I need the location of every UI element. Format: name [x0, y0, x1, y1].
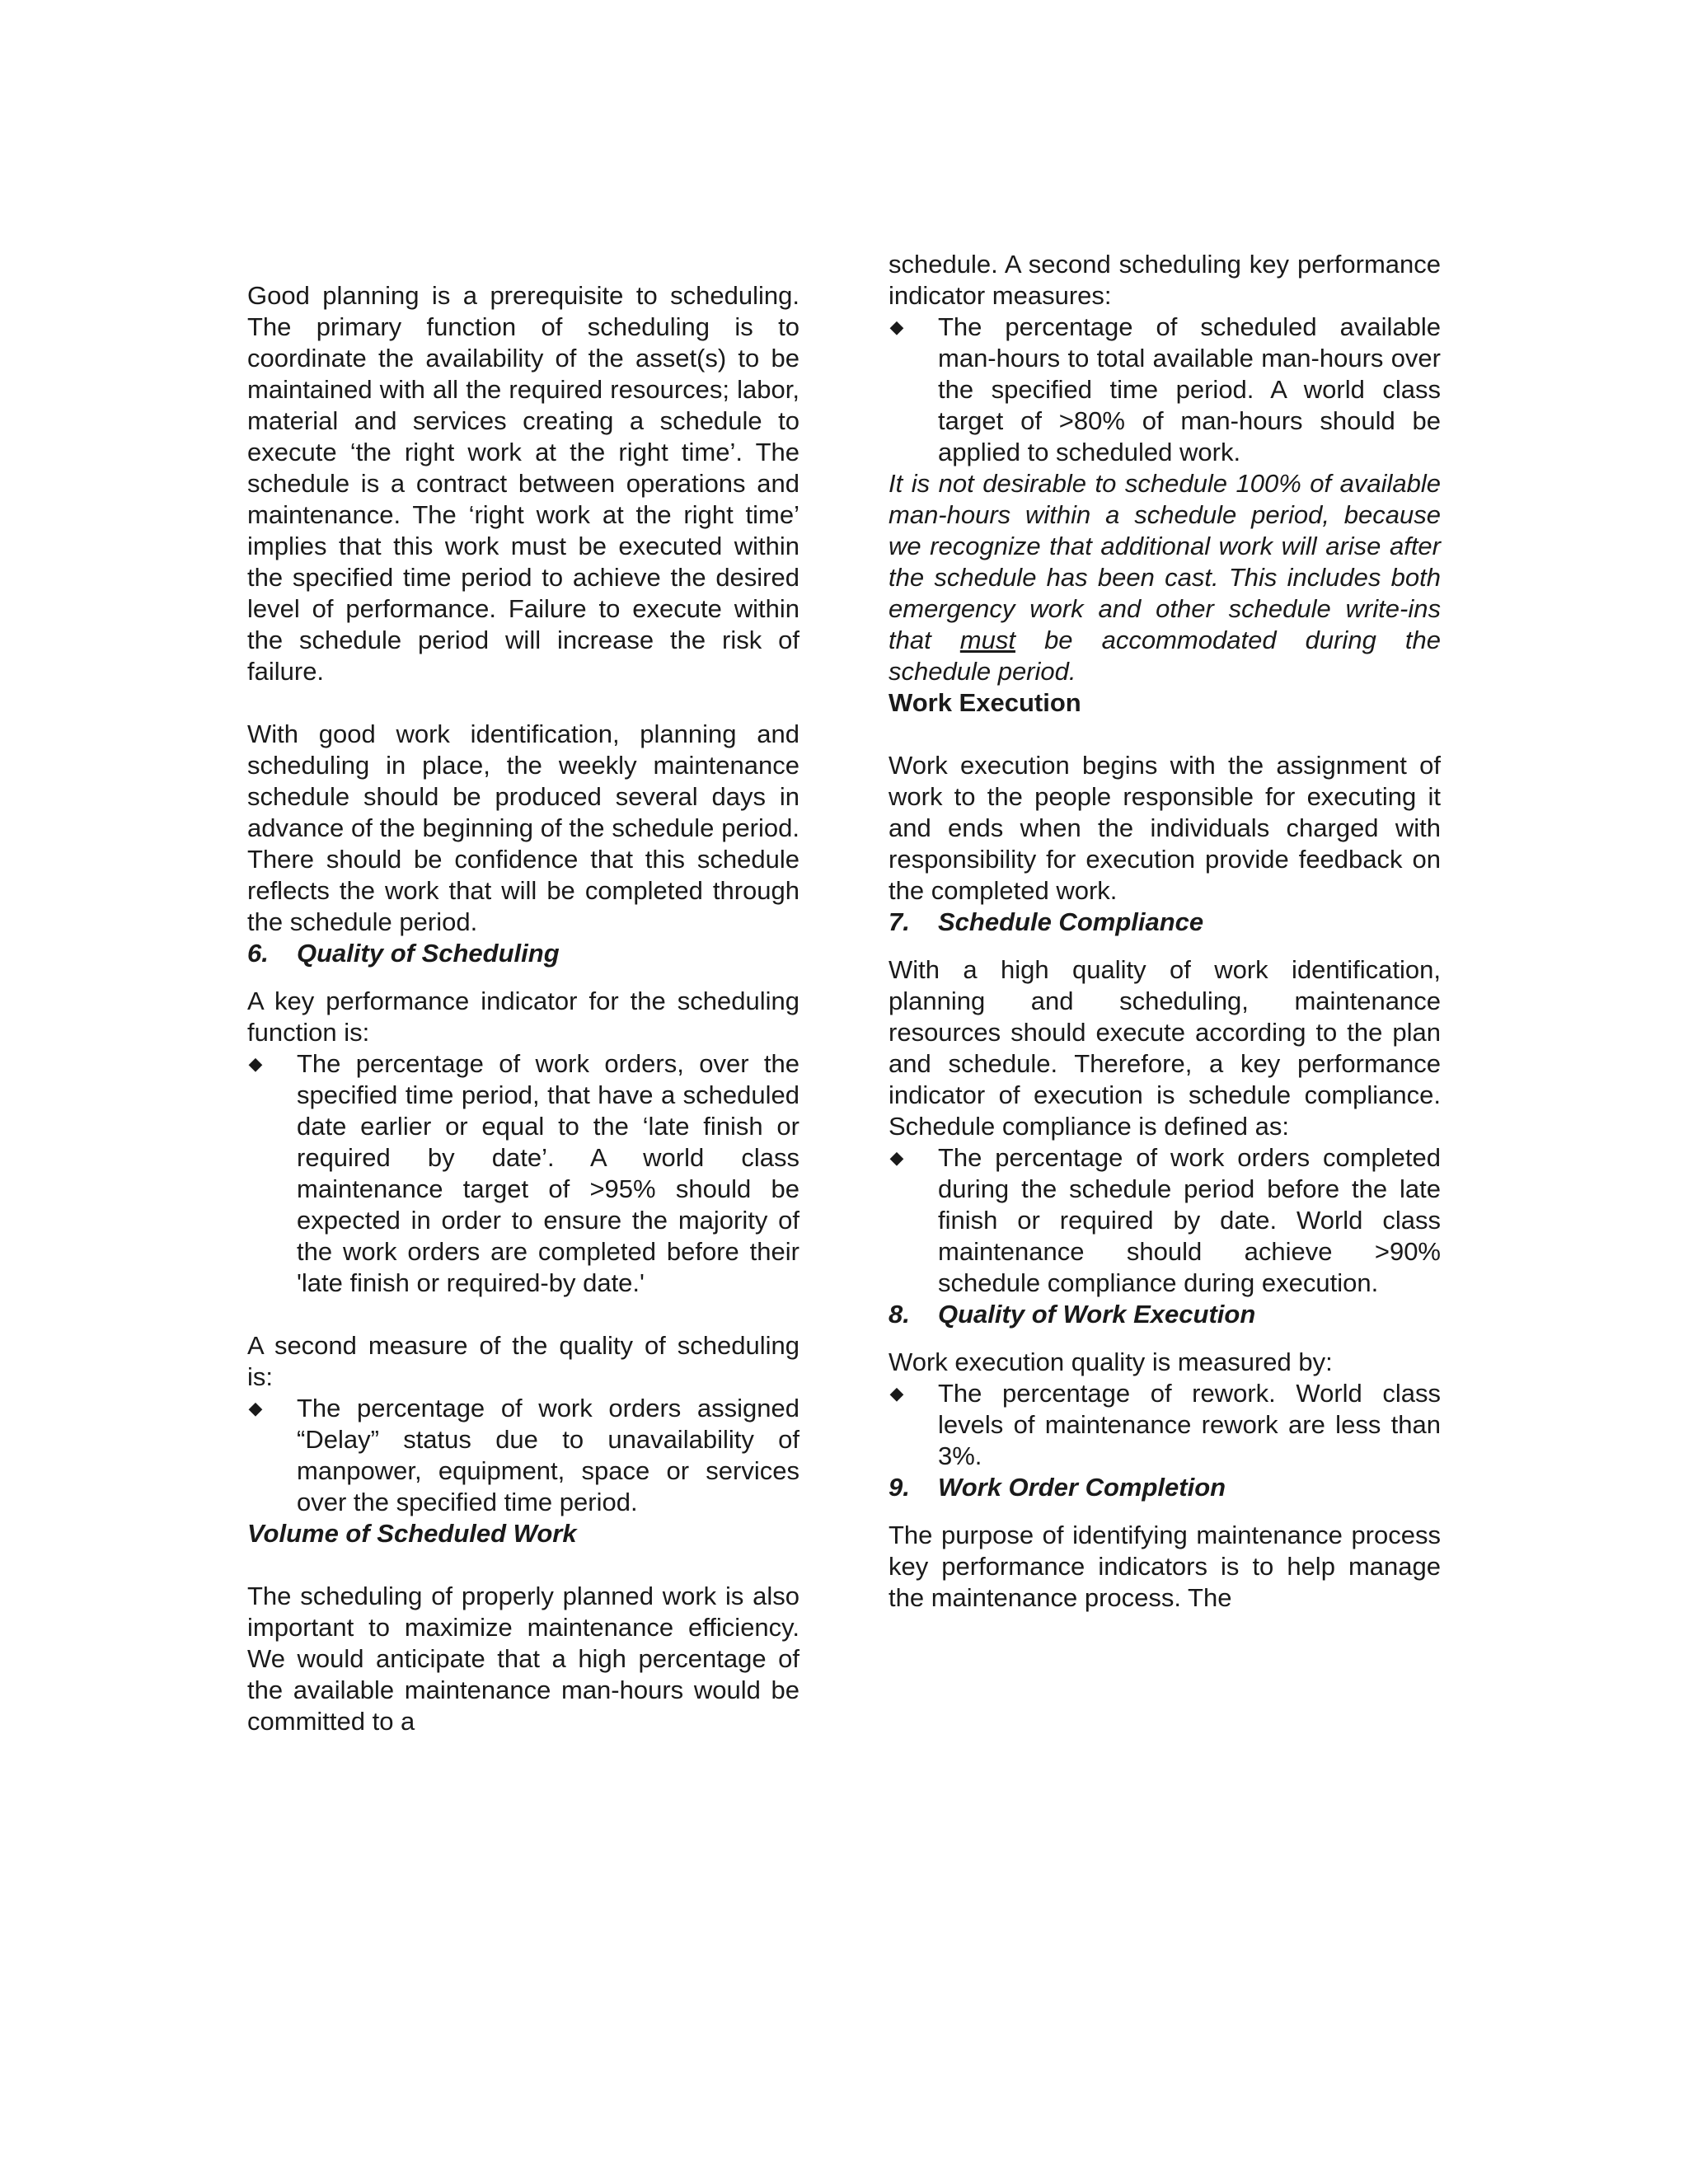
diamond-bullet-icon: ◆ — [889, 316, 904, 337]
left-column — [247, 280, 799, 1737]
bullet-text: The percentage of scheduled available man-hours to total available man-hours over the specified time period. A world class target of >80% of man-hours should be applied to scheduled work. — [938, 312, 1441, 466]
paragraph-purpose-kpi: The purpose of identifying maintenance process key performance indicators is to help manage the maintenance process. The — [889, 1521, 1441, 1612]
italic-note-must: must — [959, 626, 1015, 654]
section-heading-schedule-compliance — [889, 907, 1441, 938]
diamond-bullet-icon: ◆ — [248, 1398, 263, 1418]
bullet-list — [889, 1142, 1441, 1299]
right-column — [889, 249, 1441, 1614]
paragraph-planning-prerequisite: Good planning is a prerequisite to scheduling. The primary function of scheduling is to coordinate the availability of the asset(s) to be maintained with all the required resources; labor, material and services creating a schedule to execute ‘the right work at the right time’. The schedule is a contract between operations and maintenance. The ‘right work at the right time’ implies that this work must be executed within the specified time period to achieve the desired level of performance. Failure to execute within the schedule period will increase the risk of failure. — [247, 281, 799, 686]
section-title: Quality of Work Execution — [938, 1300, 1256, 1329]
diamond-bullet-icon: ◆ — [889, 1147, 904, 1168]
section-heading-quality-of-scheduling — [247, 938, 799, 969]
list-item — [247, 1393, 799, 1518]
subheading-volume-of-scheduled-work: Volume of Scheduled Work — [247, 1519, 577, 1548]
bullet-list — [889, 1378, 1441, 1472]
paragraph-high-quality: With a high quality of work identification, planning and scheduling, maintenance resources should execute according to the plan and schedule. Therefore, a key performance indicator of execution is schedule compliance. Schedule compliance is defined as: — [889, 955, 1441, 1141]
bullet-list — [889, 312, 1441, 468]
heading-work-execution: Work Execution — [889, 688, 1081, 717]
paragraph-execution-quality: Work execution quality is measured by: — [889, 1347, 1333, 1376]
list-item — [889, 1142, 1441, 1299]
diamond-bullet-icon: ◆ — [248, 1053, 263, 1074]
bullet-text: The percentage of work orders, over the specified time period, that have a scheduled date earlier or equal to the ‘late finish or required by date’. A world class maintenance target of >95% should be expected in order to ensure the majority of the work orders are completed before their 'late finish or required-by date.' — [297, 1049, 799, 1297]
bullet-text: The percentage of work orders assigned “Delay” status due to unavailability of manpower, equipment, space or services over the specified time period. — [297, 1394, 799, 1516]
section-title: Work Order Completion — [938, 1473, 1226, 1502]
section-title: Schedule Compliance — [938, 907, 1204, 936]
section-number: 6. — [247, 939, 269, 968]
section-title: Quality of Scheduling — [297, 939, 560, 968]
paragraph-work-execution: Work execution begins with the assignment of work to the people responsible for executing it and ends when the individuals charged with responsibility for execution provide feedback on the completed work. — [889, 751, 1441, 905]
section-number: 7. — [889, 907, 910, 936]
list-item — [247, 1048, 799, 1299]
paragraph-scheduling-properly-planned: The scheduling of properly planned work is also important to maximize maintenance efficiency. We would anticipate that a high percentage of the available maintenance man-hours would be committed to a — [247, 1582, 799, 1736]
diamond-bullet-icon: ◆ — [889, 1383, 904, 1404]
paragraph-kpi-scheduling: A key performance indicator for the scheduling function is: — [247, 987, 799, 1047]
section-number: 8. — [889, 1300, 910, 1329]
list-item — [889, 312, 1441, 468]
bullet-list — [247, 1393, 799, 1518]
bullet-list — [247, 1048, 799, 1299]
italic-note-part2: be accommodated during the schedule period. — [889, 626, 1441, 686]
paragraph-second-scheduling-kpi: schedule. A second scheduling key performance indicator measures: — [889, 250, 1441, 310]
italic-note-part1: It is not desirable to schedule 100% of available man-hours within a schedule period, because we recognize that additional work will arise after the schedule has been cast. This includes both emergency work and other schedule write-ins that — [889, 469, 1441, 654]
section-heading-work-order-completion — [889, 1472, 1441, 1503]
paragraph-italic-note — [889, 468, 1441, 687]
bullet-text: The percentage of rework. World class levels of maintenance rework are less than 3%. — [938, 1379, 1441, 1470]
paragraph-second-measure: A second measure of the quality of scheduling is: — [247, 1331, 799, 1391]
section-heading-quality-of-work-execution — [889, 1299, 1441, 1330]
section-number: 9. — [889, 1473, 910, 1502]
list-item — [889, 1378, 1441, 1472]
paragraph-good-work-identification: With good work identification, planning and scheduling in place, the weekly maintenance schedule should be produced several days in advance of the beginning of the schedule period. There should be confidence that this schedule reflects the work that will be completed through the schedule period. — [247, 719, 799, 936]
bullet-text: The percentage of work orders completed during the schedule period before the late finish or required by date. World class maintenance should achieve >90% schedule compliance during execution. — [938, 1143, 1441, 1297]
